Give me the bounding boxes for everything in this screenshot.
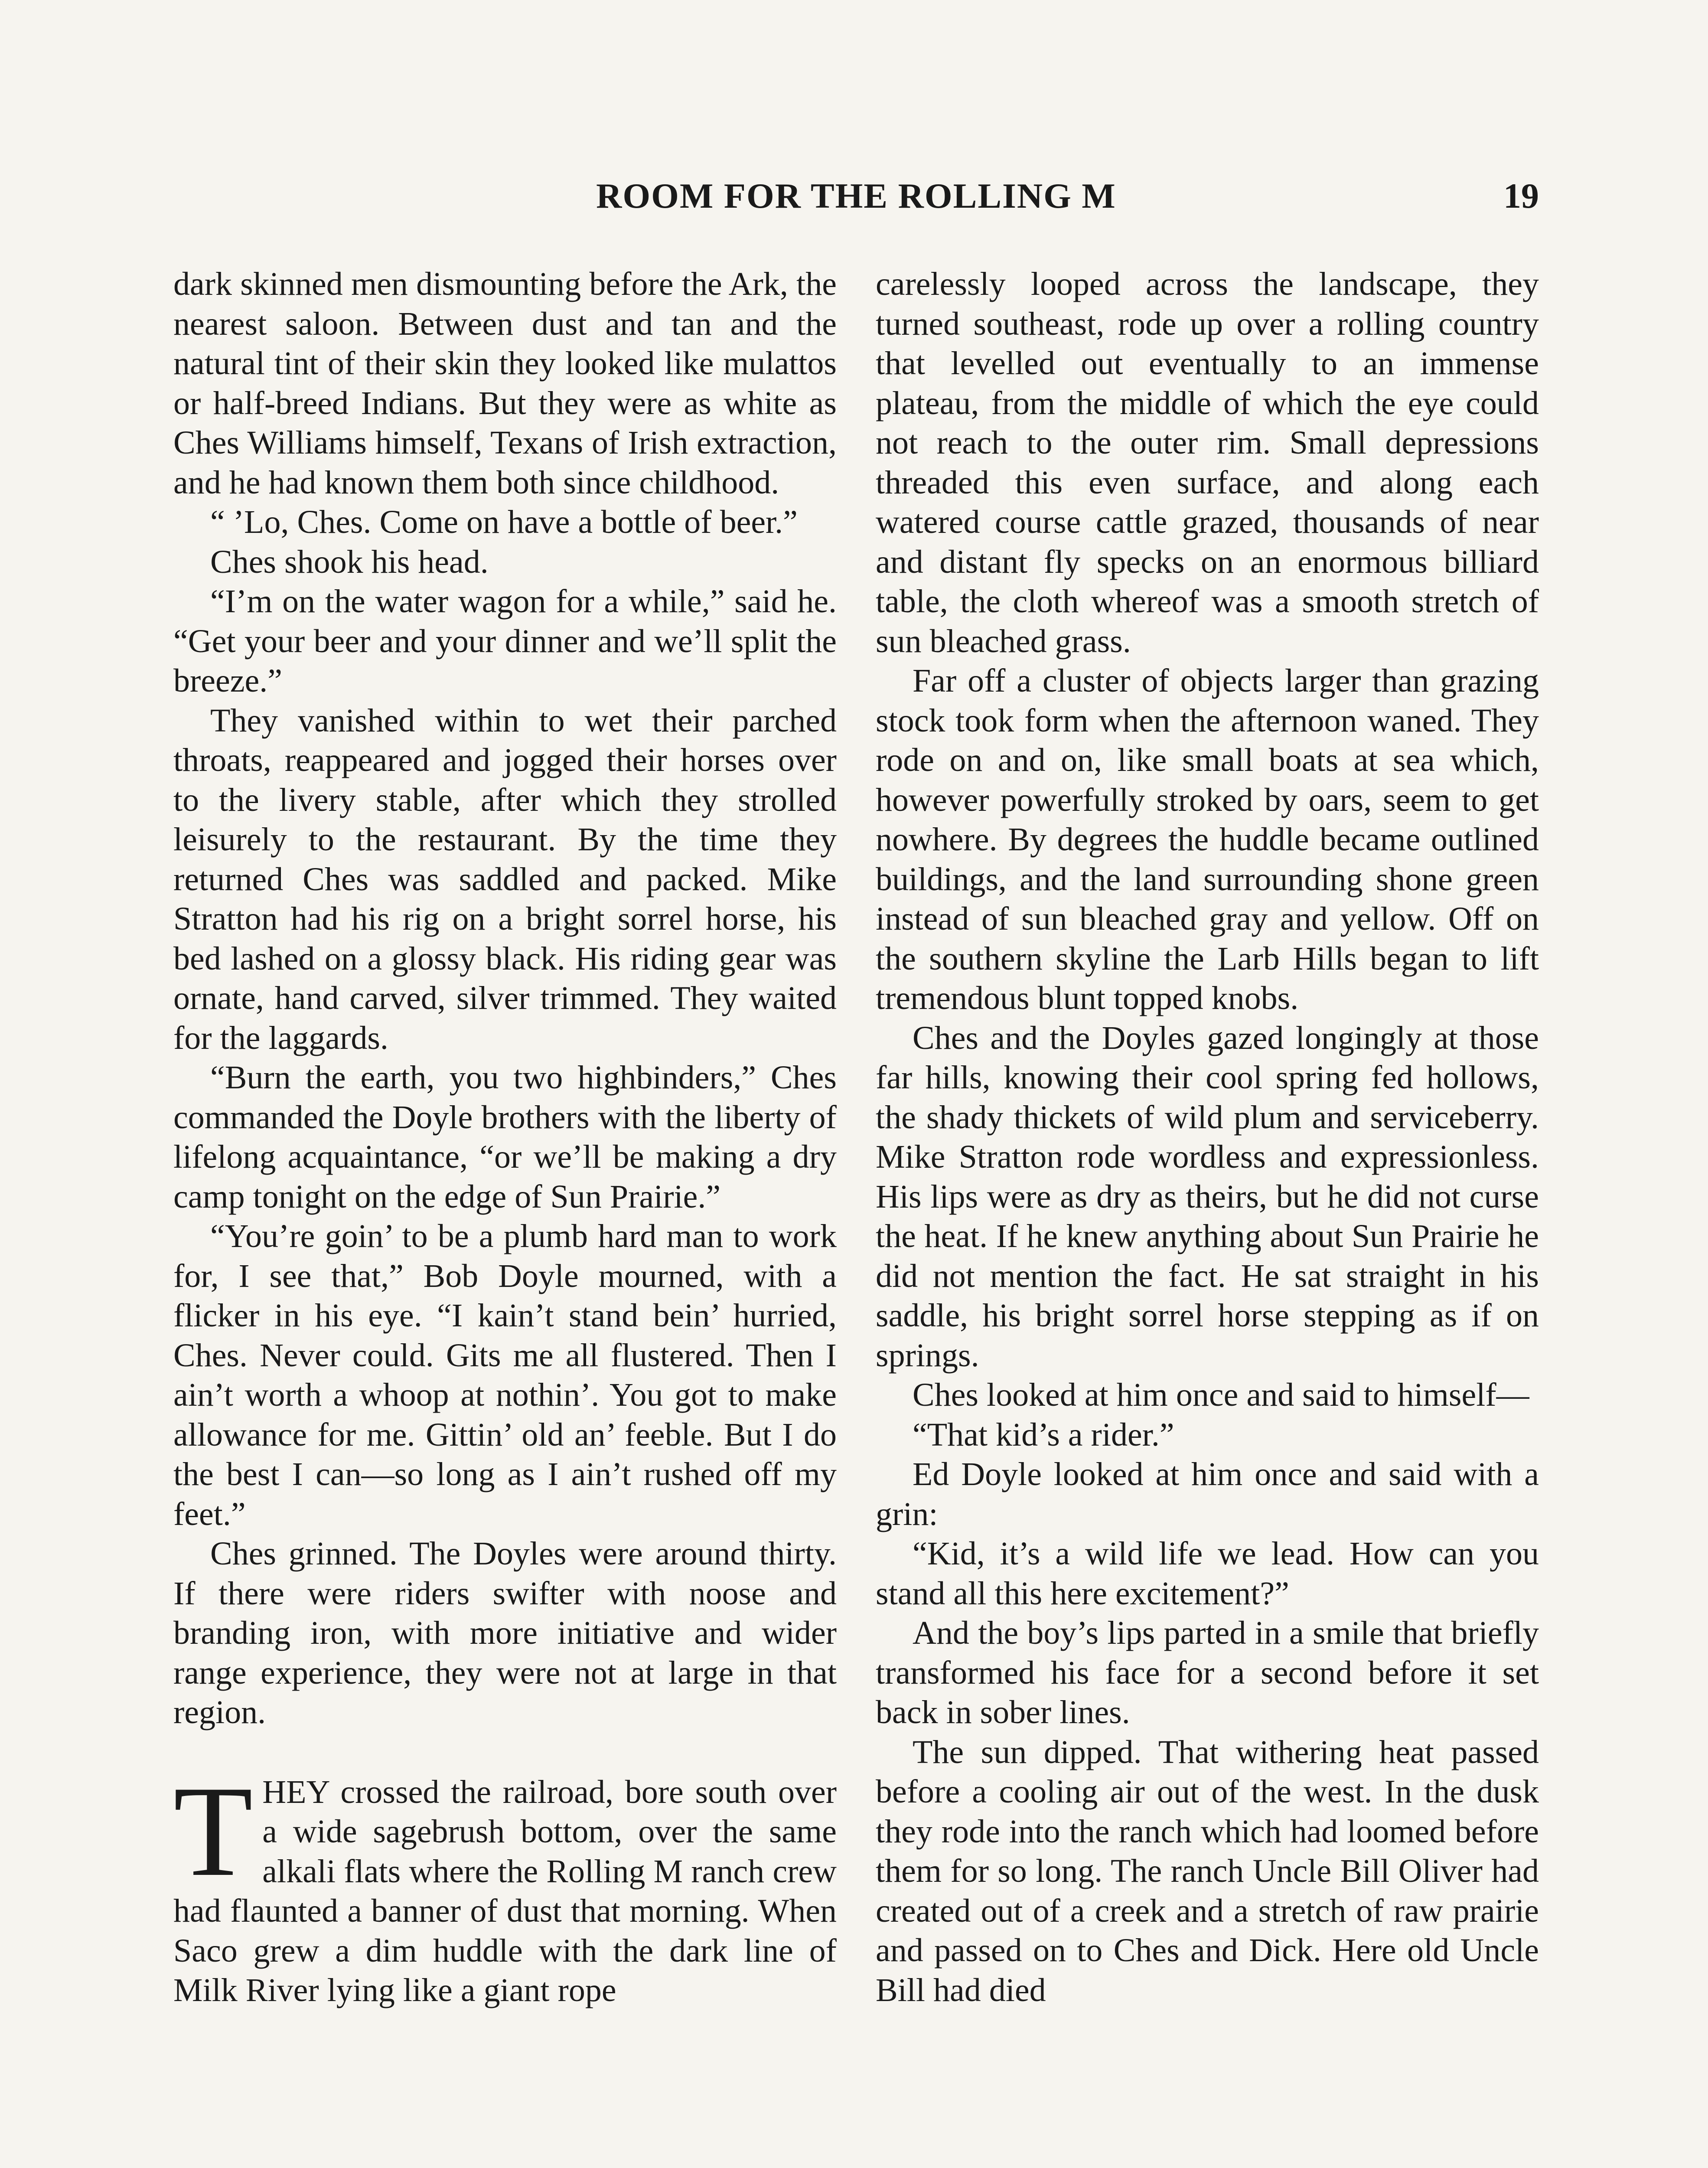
- page-number: 19: [1503, 176, 1539, 215]
- paragraph: Far off a cluster of objects larger than grazing stock took form when the afternoon waned. They rode on and on, like small boats at sea which, however powerfully stroked by oars, seem to get nowhere. By degrees the huddle became outlined buildings, and the land surrounding shone green instead of sun bleached gray and yellow. Off on the southern skyline the Larb Hills began to lift tremendous blunt topped knobs.: [876, 663, 1539, 1016]
- paragraph: Ches grinned. The Doyles were around thirty. If there were riders swifter with noose and branding iron, with more initiative and wider range experience, they were not at large in that region.: [173, 1535, 837, 1730]
- paragraph: “Kid, it’s a wild life we lead. How can you stand all this here excitement?”: [876, 1535, 1539, 1612]
- paragraph: “I’m on the water wagon for a while,” said he. “Get your beer and your dinner and we’ll split the breeze.”: [173, 583, 837, 699]
- running-title: ROOM FOR THE ROLLING M: [596, 176, 1116, 215]
- dropcap-paragraph: [173, 1759, 837, 2011]
- paragraph: “ ’Lo, Ches. Come on have a bottle of beer.”: [210, 504, 798, 540]
- paragraph: “Burn the earth, you two highbinders,” Ches commanded the Doyle brothers with the liberty of lifelong acquaintance, “or we’ll be making a dry camp tonight on the edge of Sun Prairie.”: [173, 1059, 837, 1215]
- paragraph: “That kid’s a rider.”: [913, 1416, 1174, 1453]
- left-column: [173, 264, 837, 2011]
- paragraph: dark skinned men dismounting before the Ark, the nearest saloon. Between dust and tan and the natural tint of their skin they looked like mulattos or half-breed Indians. But they were as white as Ches Williams himself, Texans of Irish extraction, and he had known them both since childhood.: [173, 266, 837, 501]
- paragraph: Ches shook his head.: [210, 543, 489, 580]
- paragraph: Ed Doyle looked at him once and said with a grin:: [876, 1456, 1539, 1532]
- paragraph: “You’re goin’ to be a plumb hard man to work for, I see that,” Bob Doyle mourned, with a flicker in his eye. “I kain’t stand bein’ hurried, Ches. Never could. Gits me all flustered. Then I ain’t worth a whoop at nothin’. You got to make allowance for me. Gittin’ old an’ feeble. But I do the best I can—so long as I ain’t rushed off my feet.”: [173, 1218, 837, 1532]
- paragraph: And the boy’s lips parted in a smile that briefly transformed his face for a second before it set back in sober lines.: [876, 1615, 1539, 1730]
- page-header: [173, 176, 1539, 223]
- paragraph: They vanished within to wet their parched throats, reappeared and jogged their horses over to the livery stable, after which they strolled leisurely to the restaurant. By the time they returned Ches was saddled and packed. Mike Stratton had his rig on a bright sorrel horse, his bed lashed on a glossy black. His riding gear was ornate, hand carved, silver trimmed. They waited for the laggards.: [173, 702, 837, 1056]
- paragraph: Ches looked at him once and said to himself—: [913, 1377, 1529, 1413]
- drop-cap: T: [173, 1759, 253, 1903]
- paragraph: Ches and the Doyles gazed longingly at those far hills, knowing their cool spring fed hollows, the shady thickets of wild plum and serviceberry. Mike Stratton rode wordless and expressionless. His lips were as dry as theirs, but he did not curse the heat. If he knew anything about Sun Prairie he did not mention the fact. He sat straight in his saddle, his bright sorrel horse stepping as if on springs.: [876, 1019, 1539, 1374]
- paragraph: The sun dipped. That withering heat passed before a cooling air out of the west. In the dusk they rode into the ranch which had loomed before them for so long. The ranch Uncle Bill Oliver had created out of a creek and a stretch of raw prairie and passed on to Ches and Dick. Here old Uncle Bill had died: [876, 1734, 1539, 2008]
- paragraph: carelessly looped across the landscape, they turned southeast, rode up over a rolling country that levelled out eventually to an immense plateau, from the middle of which the eye could not reach to the outer rim. Small depressions threaded this even surface, and along each watered course cattle grazed, thousands of near and distant fly specks on an enormous billiard table, the cloth whereof was a smooth stretch of sun bleached grass.: [876, 266, 1539, 660]
- section-break: [173, 1733, 837, 1773]
- right-column: [876, 264, 1539, 2010]
- dropcap-text: HEY crossed the railroad, bore south over a wide sagebrush bottom, over the same alkali flats where the Rolling M ranch crew had flaunted a banner of dust that morning. When Saco grew a dim huddle with the dark line of Milk River lying like a giant rope: [173, 1773, 837, 2008]
